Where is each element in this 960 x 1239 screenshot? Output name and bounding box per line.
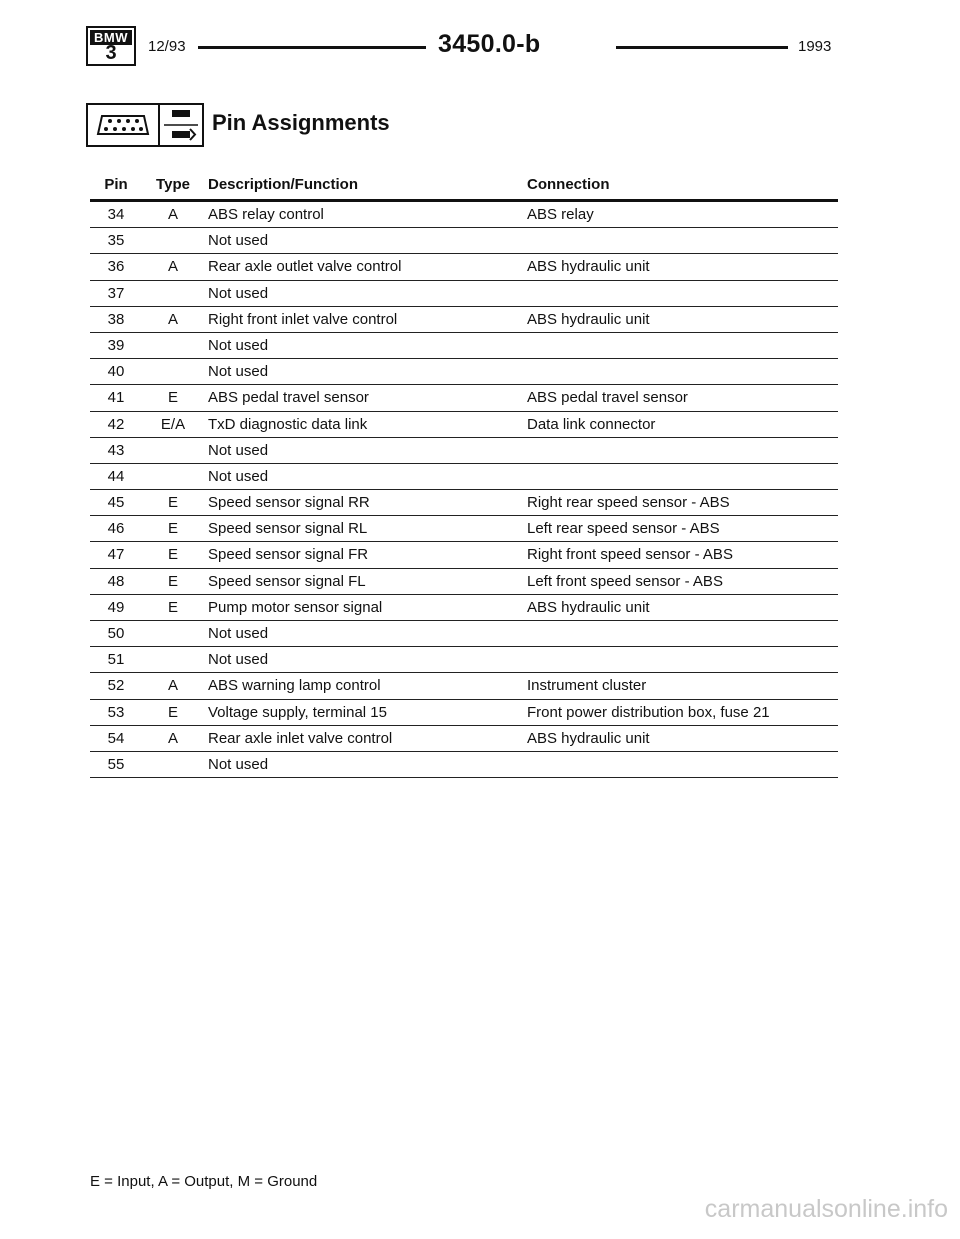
header-type: Type (156, 176, 190, 193)
connection-cell: ABS hydraulic unit (527, 729, 650, 747)
pin-cell: 50 (107, 625, 125, 642)
description-cell: Not used (208, 363, 269, 381)
header-description: Description/Function (208, 176, 358, 193)
pin-cell: 40 (107, 363, 125, 381)
type-cell: E (167, 389, 178, 407)
table-body (90, 202, 838, 778)
connection-cell: ABS relay (527, 206, 594, 223)
pin-cell: 38 (107, 310, 125, 328)
type-cell: E (167, 598, 178, 616)
table-row (90, 726, 838, 752)
connection-cell: Left front speed sensor - ABS (527, 572, 723, 590)
description-cell: Not used (208, 755, 269, 773)
pin-assignment-icon (158, 103, 204, 147)
table-row (90, 333, 838, 359)
pin-cell: 53 (107, 703, 125, 721)
pin-cell: 42 (107, 415, 125, 433)
header-connection: Connection (527, 176, 610, 193)
pin-cell: 39 (107, 336, 125, 354)
type-cell: A (167, 206, 178, 223)
connection-cell: ABS hydraulic unit (527, 258, 650, 276)
connection-cell: Left rear speed sensor - ABS (527, 520, 720, 538)
table-row (90, 254, 838, 280)
table-header-row (90, 172, 838, 199)
document-number: 3450.0-b (438, 30, 541, 58)
pin-cell: 34 (107, 206, 125, 223)
description-cell: ABS relay control (208, 206, 324, 223)
type-legend: E = Input, A = Output, M = Ground (90, 1173, 318, 1190)
table-row (90, 673, 838, 699)
pin-cell: 43 (107, 441, 125, 459)
logo-brand: BMW (90, 30, 132, 45)
header-year: 1993 (798, 38, 832, 55)
connection-cell: ABS hydraulic unit (527, 310, 650, 328)
bmw-3-logo (86, 26, 136, 66)
table-row (90, 385, 838, 411)
type-cell: E (167, 572, 178, 590)
pin-cell: 46 (107, 520, 125, 538)
connection-cell: Instrument cluster (527, 677, 647, 695)
connection-cell: Data link connector (527, 415, 656, 433)
header-rule-left (198, 46, 426, 49)
pin-cell: 41 (107, 389, 125, 407)
connection-cell: ABS hydraulic unit (527, 598, 650, 616)
pin-cell: 55 (107, 755, 125, 773)
description-cell: Not used (208, 284, 269, 302)
pin-cell: 51 (107, 651, 125, 669)
connection-cell: Right front speed sensor - ABS (527, 546, 733, 564)
table-row (90, 621, 838, 647)
description-cell: ABS warning lamp control (208, 677, 381, 695)
table-row (90, 647, 838, 673)
pin-cell: 54 (107, 729, 125, 747)
connection-cell: ABS pedal travel sensor (527, 389, 688, 407)
pin-cell: 47 (107, 546, 125, 564)
pin-cell: 45 (107, 494, 125, 512)
table-row (90, 569, 838, 595)
pin-cell: 49 (107, 598, 125, 616)
description-cell: Speed sensor signal FL (208, 572, 366, 590)
description-cell: Rear axle outlet valve control (208, 258, 402, 276)
connection-cell: Front power distribution box, fuse 21 (527, 703, 770, 721)
logo-series: 3 (105, 42, 117, 64)
header-date: 12/93 (148, 38, 186, 55)
table-row (90, 281, 838, 307)
type-cell: E (167, 546, 178, 564)
description-cell: Not used (208, 336, 269, 354)
table-row (90, 595, 838, 621)
table-row (90, 202, 838, 228)
pin-cell: 35 (107, 232, 125, 250)
description-cell: Not used (208, 232, 269, 250)
header-rule-right (616, 46, 788, 49)
description-cell: Not used (208, 625, 269, 642)
table-row (90, 490, 838, 516)
section-title: Pin Assignments (212, 110, 390, 135)
type-cell: E (167, 703, 178, 721)
type-cell: E (167, 520, 178, 538)
pin-cell: 48 (107, 572, 125, 590)
connector-icon (86, 103, 160, 147)
description-cell: Speed sensor signal FR (208, 546, 369, 564)
description-cell: Rear axle inlet valve control (208, 729, 393, 747)
description-cell: TxD diagnostic data link (208, 415, 368, 433)
description-cell: Not used (208, 651, 269, 669)
table-row (90, 464, 838, 490)
description-cell: Speed sensor signal RR (208, 494, 370, 512)
description-cell: Not used (208, 441, 269, 459)
pin-cell: 44 (107, 467, 125, 485)
type-cell: A (167, 729, 178, 747)
table-row (90, 516, 838, 542)
description-cell: Not used (208, 467, 269, 485)
pin-cell: 37 (107, 284, 125, 302)
type-cell: A (167, 310, 178, 328)
table-row (90, 359, 838, 385)
pin-cell: 52 (107, 677, 125, 695)
watermark: carmanualsonline.info (704, 1195, 948, 1223)
description-cell: Right front inlet valve control (208, 310, 398, 328)
description-cell: Voltage supply, terminal 15 (208, 703, 387, 721)
description-cell: ABS pedal travel sensor (208, 389, 369, 407)
description-cell: Pump motor sensor signal (208, 598, 383, 616)
pin-cell: 36 (107, 258, 125, 276)
page-header (86, 26, 838, 70)
table-row (90, 752, 838, 778)
table-row (90, 307, 838, 333)
table-row (90, 412, 838, 438)
pin-assignment-table (90, 172, 838, 778)
table-row (90, 228, 838, 254)
connection-cell: Right rear speed sensor - ABS (527, 494, 730, 512)
table-row (90, 542, 838, 568)
table-row (90, 700, 838, 726)
type-cell: A (167, 677, 178, 695)
type-cell: E (167, 494, 178, 512)
header-pin: Pin (104, 176, 128, 193)
table-row (90, 438, 838, 464)
description-cell: Speed sensor signal RL (208, 520, 368, 538)
type-cell: E/A (160, 415, 186, 433)
type-cell: A (167, 258, 178, 276)
